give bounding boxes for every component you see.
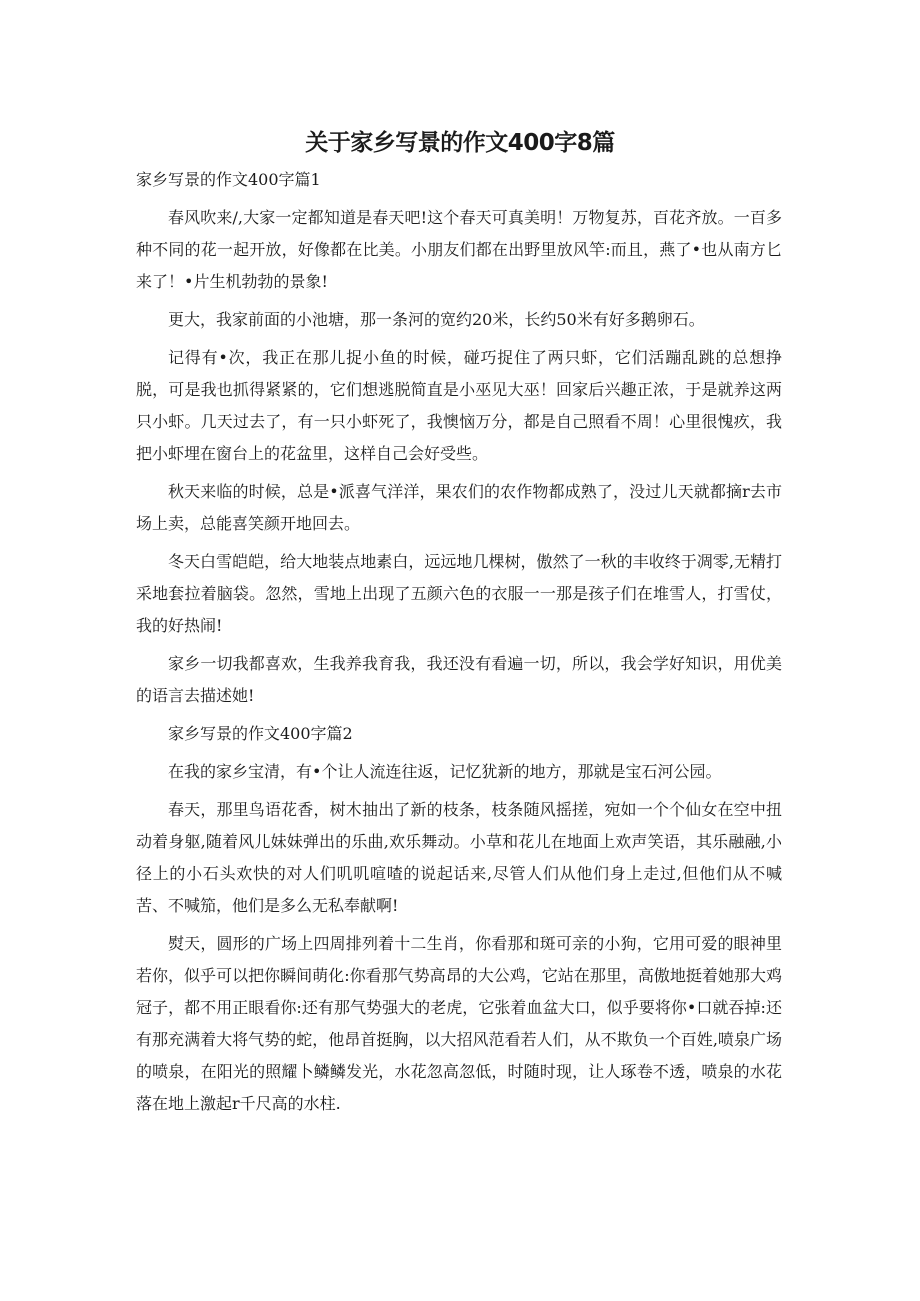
paragraph: 熨天，圆形的广场上四周排列着十二生肖，你看那和斑可亲的小狗，它用可爱的眼神里若你，似乎可以把你瞬间萌化:你看那气势高昂的大公鸡，它站在那里，高傲地挺着她那大鸡冠子，都不用正眼看你:还有那气势强大的老虎，它张着血盆大口，似乎要将你•口就吞掉:还有那充满着大将气势的蛇，他昂首挺胸，以大招风范看若人们，从不欺负一个百姓,喷泉广场的喷泉，在阳光的照耀卜鳞鳞发光，水花忽高忽低，时随时现，让人琢卷不透，喷泉的水花落在地上激起r千尺高的水柱. [136, 934, 782, 1113]
document-title: 关于家乡写景的作文400字8篇 [305, 130, 615, 156]
paragraph: 更大，我家前面的小池塘，那一条河的宽约20米，长约50米有好多鹅卵石。 [168, 310, 705, 329]
paragraph: 在我的家乡宝清，有•个让人流连往返，记忆犹新的地方，那就是宝石河公园。 [168, 762, 722, 781]
section-heading-2: 家乡写景的作文400字篇2 [168, 724, 353, 743]
paragraph: 家乡一切我都喜欢，生我养我育我，我还没有看遍一切，所以，我会学好知识，用优美的语言去描述她! [136, 654, 782, 705]
paragraph: 春风吹来/,大家一定都知道是春天吧!这个春天可真美明！万物复苏，百花齐放。一百多种不同的花一起开放，好像都在比美。小朋友们都在出野里放风竿:而且，燕了•也从南方匕来了！•片生机勃勃的景象! [136, 208, 782, 291]
section-heading-1: 家乡写景的作文400字篇1 [136, 170, 321, 189]
document-body [136, 164, 782, 1126]
paragraph: 冬天白雪皑皑，给大地装点地素白，远远地几棵树，傲然了一秋的丰收终于凋零,无精打采地套拉着脑袋。忽然，雪地上出现了五颜六色的衣服一一那是孩子们在堆雪人，打雪仗，我的好热闹! [136, 552, 782, 635]
paragraph: 记得有•次，我正在那儿捉小鱼的时候，碰巧捉住了两只虾，它们活蹦乱跳的总想挣脱，可是我也抓得紧紧的，它们想逃脱简直是小巫见大巫！回家后兴趣正浓，于是就养这两只小虾。几天过去了，有一只小虾死了，我懊恼万分，都是自己照看不周！心里很愧疚，我把小虾埋在窗台上的花盆里，这样自己会好受些。 [136, 348, 782, 463]
paragraph: 春天，那里鸟语花香，树木抽出了新的枝条，枝条随风摇搓，宛如一个个仙女在空中扭动着身躯,随着风儿妹妹弹出的乐曲,欢乐舞动。小草和花儿在地面上欢声笑语，其乐融融,小径上的小石头欢快的对人们叽叽喧喳的说起话来,尽管人们从他们身上走过,但他们从不喊苦、不喊笳，他们是多么无私奉献啊! [136, 800, 782, 915]
paragraph: 秋天来临的时候，总是•派喜气洋洋，果农们的农作物都成熟了，没过儿天就都摘r去市场上卖，总能喜笑颜开地回去。 [136, 482, 782, 533]
